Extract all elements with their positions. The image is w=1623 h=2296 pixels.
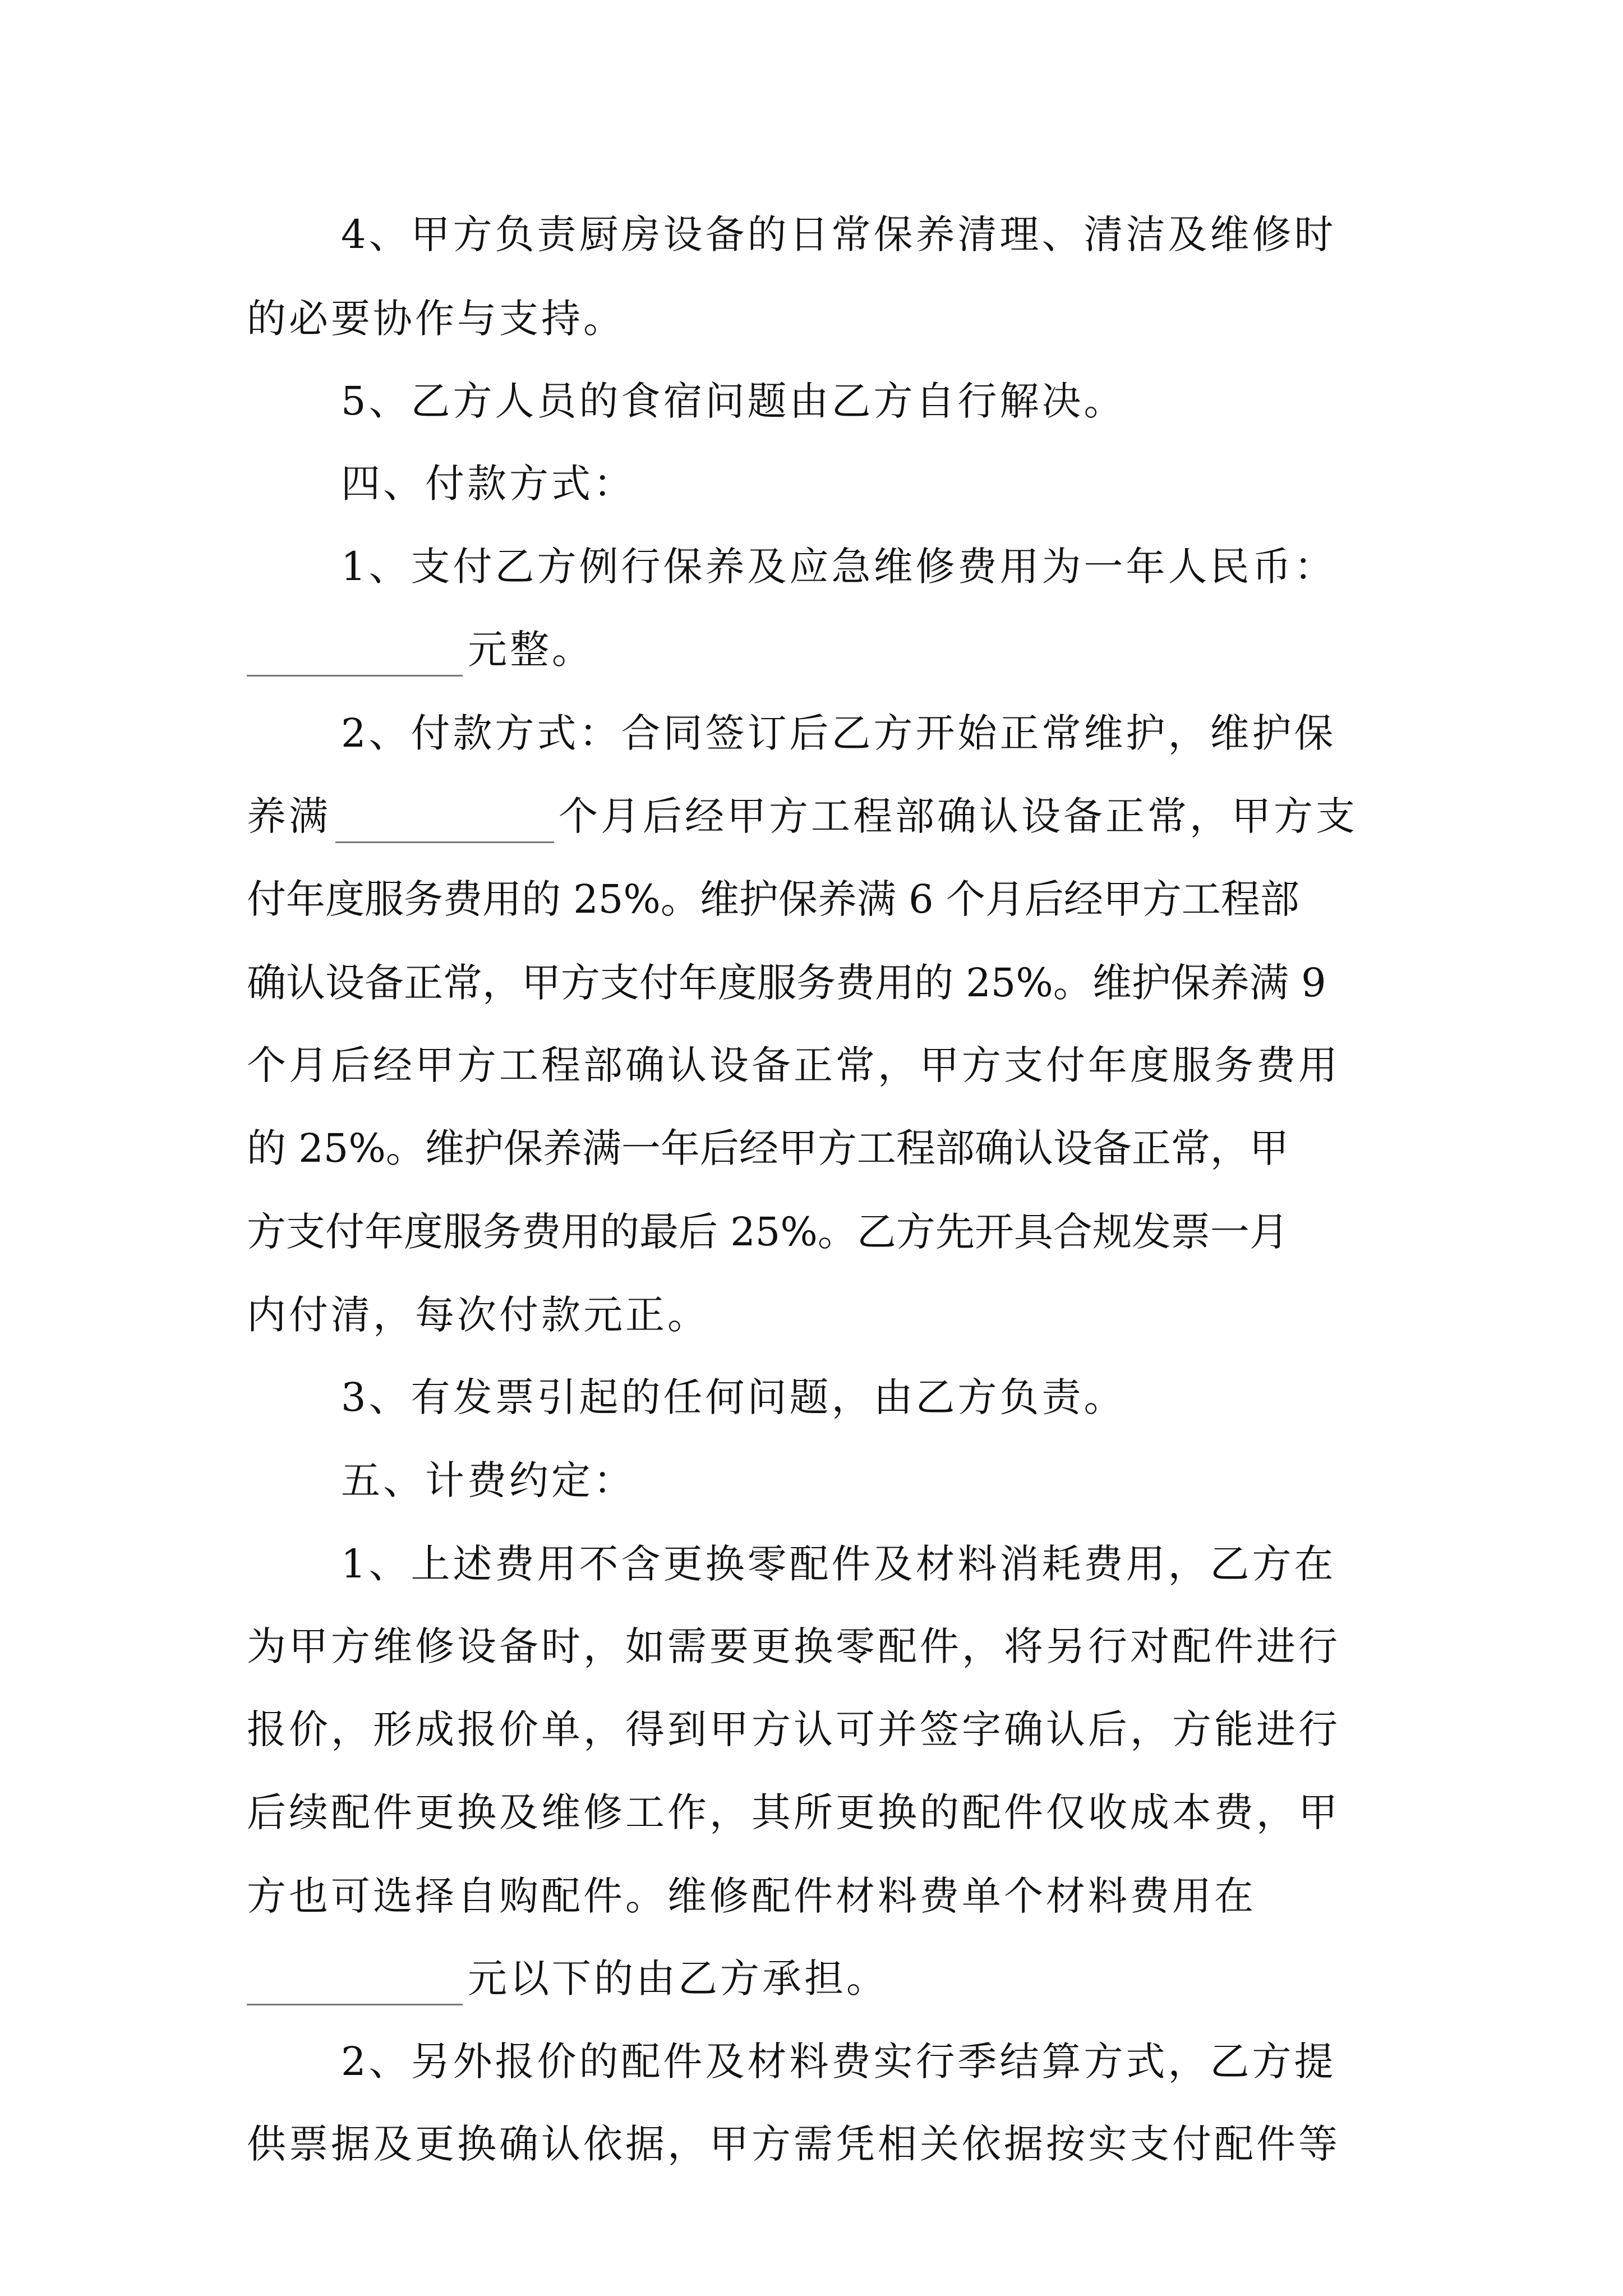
text-line: 4、甲方负责厨房设备的日常保养清理、清洁及维修时 — [341, 211, 1336, 257]
text-line: 确认设备正常，甲方支付年度服务费用的 25%。维护保养满 9 — [247, 960, 1326, 1006]
paragraph-line — [0, 610, 1623, 689]
text-line: 报价，形成报价单，得到甲方认可并签字确认后，方能进行 — [247, 1706, 1340, 1752]
text-line: 1、支付乙方例行保养及应急维修费用为一年人民币： — [341, 544, 1336, 590]
text-line: 付年度服务费用的 25%。维护保养满 6 个月后经甲方工程部 — [247, 876, 1299, 922]
paragraph-line — [0, 860, 1623, 938]
section-heading — [0, 1441, 1623, 1520]
fill-in-blank — [247, 1939, 463, 2018]
section-heading — [0, 444, 1623, 523]
text-line: 5、乙方人员的食宿问题由乙方自行解决。 — [341, 378, 1126, 424]
fill-in-blank — [335, 777, 554, 855]
paragraph-line — [0, 1939, 1623, 2018]
text-line: 的必要协作与支持。 — [247, 296, 625, 342]
text-line: 为甲方维修设备时，如需要更换零配件，将另行对配件进行 — [247, 1623, 1340, 1669]
fill-in-blank — [247, 610, 463, 689]
paragraph-line — [0, 279, 1623, 358]
text-line: 1、上述费用不含更换零配件及材料消耗费用，乙方在 — [341, 1541, 1336, 1587]
text-line: 后续配件更换及维修工作，其所更换的配件仅收成本费，甲 — [247, 1789, 1340, 1835]
paragraph-line — [0, 1690, 1623, 1769]
paragraph-line — [0, 362, 1623, 440]
text-line: 的 25%。维护保养满一年后经甲方工程部确认设备正常，甲 — [247, 1125, 1289, 1171]
text-line: 养满 — [247, 793, 331, 839]
text-line: 方也可选择自购配件。维修配件材料费单个材料费用在 — [247, 1873, 1256, 1919]
text-line: 供票据及更换确认依据，甲方需凭相关依据按实支付配件等 — [247, 2121, 1340, 2167]
paragraph-line — [0, 1193, 1623, 1271]
paragraph-line — [0, 1109, 1623, 1188]
paragraph-line — [0, 1276, 1623, 1354]
text-line: 内付清，每次付款元正。 — [247, 1292, 709, 1338]
text-line: 个月后经甲方工程部确认设备正常，甲方支 — [559, 793, 1358, 839]
paragraph-line — [0, 1607, 1623, 1686]
text-line: 3、有发票引起的任何问题，由乙方负责。 — [341, 1374, 1126, 1420]
text-line: 2、付款方式：合同签订后乙方开始正常维护，维护保 — [341, 710, 1336, 756]
paragraph-line — [0, 195, 1623, 274]
paragraph-line — [0, 1525, 1623, 1603]
paragraph-line — [0, 777, 1623, 855]
text-line: 四、付款方式： — [341, 461, 635, 507]
paragraph-line — [0, 2105, 1623, 2183]
text-line: 方支付年度服务费用的最后 25%。乙方先开具合规发票一月 — [247, 1209, 1289, 1255]
text-line: 元整。 — [468, 627, 594, 673]
paragraph-line — [0, 694, 1623, 772]
paragraph-line — [0, 1857, 1623, 1935]
paragraph-line — [0, 1358, 1623, 1437]
text-line: 元以下的由乙方承担。 — [468, 1955, 888, 2001]
paragraph-line — [0, 1026, 1623, 1105]
paragraph-line — [0, 1773, 1623, 1852]
text-line: 2、另外报价的配件及材料费实行季结算方式，乙方提 — [341, 2039, 1336, 2085]
paragraph-line — [0, 2022, 1623, 2101]
paragraph-line — [0, 527, 1623, 606]
text-line: 个月后经甲方工程部确认设备正常，甲方支付年度服务费用 — [247, 1042, 1340, 1088]
paragraph-line — [0, 944, 1623, 1022]
text-line: 五、计费约定： — [341, 1457, 635, 1503]
